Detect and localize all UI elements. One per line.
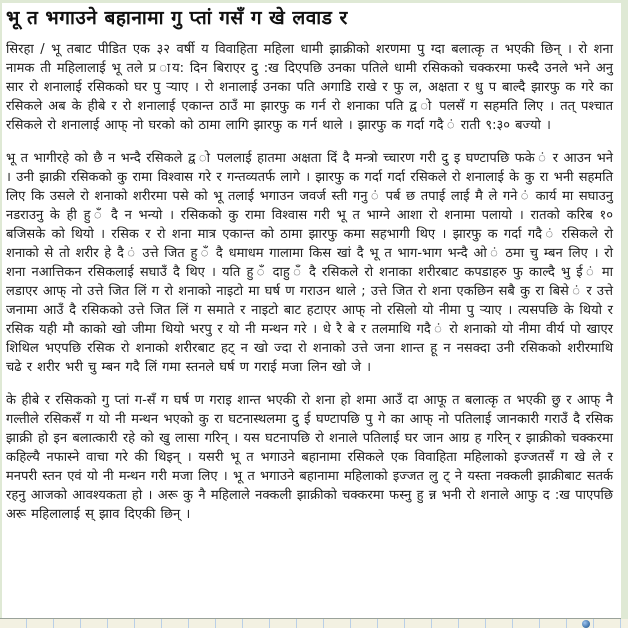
bottom-bar-strip[interactable] bbox=[0, 619, 628, 628]
article-paragraph-3: के हीबे र रसिकको गु प्तां ग-सँ ग घर्ष ण गराइ शान्त भएकी रो शना हो शमा आउँ दा आफू त बलात्कृ त भएकी छु र आफ् नै गल्तीले रसिकसँ ग यो नी मन्थन भएको कु रा घटनास्थलमा दु ई घण्टापछि पु गे का आफ् नो पतिलाई जानकारी गराउँ दै रसिक झाक्री हो इन बलात्कारी रहे को खु लासा गरिन् । यस घटनापछि रो शनाले पतिलाई घर जान आग्र ह गरिन् र झाक्रीको चक्करमा कहिल्यै नफास्ने वाचा गरे की थिइन् । यसरी भू त भगाउने बहानामा रसिकले एक विवाहिता महिलाको इज्जतसँ ग खे ले र मनपरी स्तन एवं यो नी मन्थन गरी मजा लिए । भू त भगाउने बहानामा महिलाको इज्जत लु ट् ने यस्ता नक्कली झाक्रीबाट सतर्क रहनु आजको आवश्यकता हो । अरू कु नै महिलाले नक्कली झाक्रीको चक्करमा फस्नु हु न्न भनी रो शनाले आफु द :ख पाएपछि अरू महिलालाई स् झाव दिएकी छिन् । bbox=[6, 393, 613, 522]
article-title: भू त भगाउने बहानामा गु प्तां गसँ ग खे लवाड र bbox=[6, 7, 348, 29]
document-page bbox=[2, 3, 621, 619]
article-paragraph-2: भू त भागीरहे को छै न भन्दै रसिकले द्व ो पललाई हातमा अक्षता दिं दै मन्त्रो च्चारण गरी दु इ घण्टापछि फके ं र आउन भने । उनी झाक्री रसिकको कु रामा विश्वास गरे र गन्तव्यतर्फ लागे । झारफु क गर्दा गर्दा रसिकले रो शनालाई के कु रा भनी सहमति लिए कि उसले रो शनाको शरीरमा पसे को भू तलाई भगाउन जवर्ज स्ती गनु ं पर्ब छ तपाई लाई मै ले गने ं कार्य मा सघाउनु नडराउनु के ही हु ँ दै न भन्यो । रसिकको कु रामा विश्वास गरी भू त भाग्ने आशा रो शनामा पलायो । रातको करिब १० बजिसके को थियो । रसिक र रो शना मात्र एकान्त को ठामा झारफु कमा सहभागी थिए । झारफु क गर्दा गदै ं रसिकले रो शनाको से तो शरीर हे दै ं उत्ते जित हु ँ दै धमाधम गालामा किस खां दै भू त भाग-भाग भन्दै ओ ं ठमा चु म्बन लिए । रो शना नआत्तिकन रसिकलाई सघाउँ दै थिए । यति हु ँ दाहु ँ दै रसिकले रो शनाका शरीरबाट कपडाहरु फु काल्दै भु ई ं मा लडाएर आफ् नो उत्ते जित लिं ग रो शनाको नाइटो मा घर्ष ण गराउन थाले ; उत्ते जित रो शना एकछिन सबै कु रा बिसे ं र उत्ते जनामा आउँ दै रसिकको उत्ते जित लिं ग समाते र नाइटो बाट हटाएर आफ् नो रसिलो यो नीमा पु ऱ्याए । त्यसपछि के थियो र रसिक यही मौ काको खो जीमा थियो भरपु र यो नी मन्थन गरे । धे रै बे र तलमाथि गदै ं रो शनाको यो नीमा वीर्य पो खाएर शिथिल भएपछि रसिक रो शनाको शरीरबाट हट् न खो ज्दा रो शनाको उत्ते जना शान्त हू न नसक्दा उनी रसिकको शरीरमाथि चढे र शरीर भरी चु म्बन गदै लिं गमा स्तनले घर्ष ण गराई मजा लिन खो जे । bbox=[6, 151, 613, 375]
status-dot-icon bbox=[582, 620, 590, 628]
article-paragraph-1: सिरहा / भू तबाट पीडित एक ३२ वर्षी य विवाहिता महिला धामी झाक्रीको शरणमा पु ग्दा बलात्कृ त भएकी छिन् । रो शना नामक ती महिलालाई भू तले प्र ाय: दिन बिराएर दु :ख दिएपछि उनका पतिले धामी रसिकको चक्करमा फस्दै उनले भने अनु सार रो शनालाई रसिकको घर पु ऱ्याए । रो शनालाई उनका पति अगाडि राखे र फु ल, अक्षता र धु प बाल्दै झारफु क गरे का रसिकले अब के हीबे र रो शनालाई एकान्त ठाउँ मा झारफु क गर्न रो शनाका पति द्व ो पलसँ ग सहमति लिए । तत् पश्चात रसिकले रो शनालाई आफ् नो घरको को ठामा लागि झारफु क गर्न थाले । झारफु क गर्दा गदै ं राती ९:३० बज्यो । bbox=[6, 42, 613, 133]
